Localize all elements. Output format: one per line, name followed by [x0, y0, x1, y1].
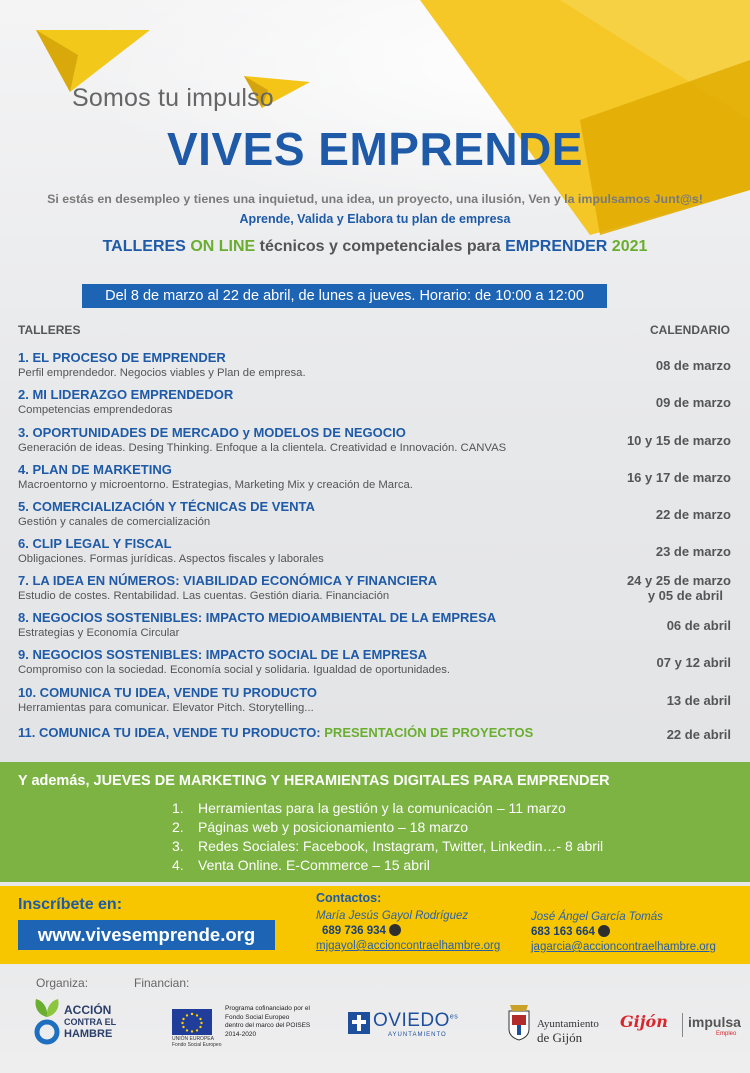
page-title: VIVES EMPRENDE	[167, 123, 583, 175]
workshop-row	[18, 610, 733, 639]
workshop-row	[18, 685, 733, 714]
talleres-desc: técnicos y competenciales para	[259, 238, 501, 255]
workshop-title: 5. COMERCIALIZACIÓN Y TÉCNICAS DE VENTA	[18, 499, 315, 514]
list-item	[172, 819, 603, 838]
list-text: Venta Online. E-Commerce – 15 abril	[198, 857, 430, 873]
accion-contra-el-hambre-logo	[64, 1004, 116, 1040]
workshop-row	[18, 499, 733, 528]
workshop-title: 2. MI LIDERAZGO EMPRENDEDOR	[18, 387, 234, 402]
oviedo-cross-icon	[348, 1012, 370, 1034]
schedule-banner: Del 8 de marzo al 22 de abril, de lunes a jueves. Horario: de 10:00 a 12:00	[82, 284, 607, 308]
gijon-ayto-line: de Gijón	[537, 1030, 583, 1045]
workshop-row	[18, 536, 733, 565]
fse-line: dentro del marco del POISES	[225, 1022, 311, 1029]
extra-section	[0, 762, 750, 882]
financian-label: Financian:	[134, 976, 190, 990]
whatsapp-icon	[389, 924, 401, 936]
column-header-talleres: TALLERES	[18, 323, 81, 337]
workshop-row	[18, 573, 733, 602]
contact-phone[interactable]: 683 163 664	[531, 926, 595, 938]
eu-caption-line: Fondo Social Europeo	[172, 1042, 222, 1048]
year: 2021	[611, 238, 648, 255]
list-text: Herramientas para la gestión y la comunicación – 11 marzo	[198, 800, 566, 816]
oviedo-word: OVIEDO	[373, 1010, 450, 1031]
workshop-desc: Perfil emprendedor. Negocios viables y Plan de empresa.	[18, 367, 306, 379]
talleres-headline	[0, 238, 750, 256]
workshop-date: 09 de marzo	[655, 395, 731, 410]
workshop-row	[18, 462, 733, 491]
workshop-desc: Gestión y canales de comercialización	[18, 516, 211, 528]
workshop-title: 7. LA IDEA EN NÚMEROS: VIABILIDAD ECONÓMICA Y FINANCIERA	[18, 573, 438, 588]
contact-phone[interactable]: 689 736 934	[322, 925, 386, 937]
workshop-desc: Competencias emprendedoras	[18, 404, 173, 416]
talleres-word: TALLERES	[102, 238, 186, 255]
workshop-title	[18, 725, 733, 740]
list-number: 4.	[172, 857, 184, 873]
logo-divider	[682, 1013, 683, 1037]
workshop-date-line: 24 y 25 de marzo	[626, 573, 731, 588]
contact-email-link[interactable]: jagarcia@accioncontraelhambre.org	[531, 941, 716, 953]
header-subtitle: Aprende, Valida y Elabora tu plan de empresa	[239, 212, 511, 226]
workshop-date: 08 de marzo	[655, 358, 731, 373]
header-intro: Si estás en desempleo y tienes una inquietud, una idea, un proyecto, una ilusión, Ven y la impulsamos Junt@s!	[47, 192, 703, 206]
extra-title: Y además, JUEVES DE MARKETING Y HERAMIENTAS DIGITALES PARA EMPRENDER	[18, 773, 610, 789]
workshop-title: 8. NEGOCIOS SOSTENIBLES: IMPACTO MEDIOAMBIENTAL DE LA EMPRESA	[18, 610, 497, 625]
workshop-row	[18, 387, 733, 416]
workshop-row	[18, 425, 733, 454]
fse-line: Programa cofinanciado por el	[225, 1005, 310, 1012]
workshop-title: 10. COMUNICA TU IDEA, VENDE TU PRODUCTO	[18, 685, 318, 700]
logo-line: ACCIÓN	[64, 1003, 112, 1017]
contacts-label: Contactos:	[316, 891, 382, 905]
workshop-date: 16 y 17 de marzo	[626, 470, 731, 485]
header-kicker: Somos tu impulso	[72, 84, 274, 112]
eu-caption	[172, 1036, 221, 1048]
workshop-date: 07 y 12 abril	[656, 655, 731, 670]
contact-card	[316, 909, 500, 954]
workshop-date: 10 y 15 de marzo	[626, 433, 731, 448]
gijon-ayto-line: Ayuntamiento	[537, 1018, 599, 1030]
list-item	[172, 800, 603, 819]
list-number: 1.	[172, 800, 184, 816]
fse-line: Fondo Social Europeo	[225, 1013, 290, 1021]
signup-section	[0, 886, 750, 964]
gijon-coat-of-arms-icon	[506, 1003, 532, 1041]
workshop-date: 22 de marzo	[655, 507, 731, 522]
workshop-title-extra: PRESENTACIÓN DE PROYECTOS	[324, 725, 534, 740]
signup-label: Inscríbete en:	[18, 896, 123, 913]
accion-contra-el-hambre-logo-icon	[32, 995, 62, 1047]
workshop-date: 23 de marzo	[655, 544, 731, 559]
fse-line: 2014-2020	[225, 1030, 257, 1038]
workshop-row	[18, 725, 733, 740]
impulsa-sub: Empleo	[716, 1031, 737, 1037]
list-item	[172, 857, 603, 876]
contact-card	[531, 910, 716, 955]
list-text: Redes Sociales: Facebook, Instagram, Twitter, Linkedin…- 8 abril	[198, 838, 604, 854]
oviedo-es: es	[449, 1013, 459, 1021]
contact-email-link[interactable]: mjgayol@accioncontraelhambre.org	[316, 940, 501, 952]
eu-flag-icon	[172, 1009, 212, 1035]
contact-name: José Ángel García Tomás	[531, 911, 663, 923]
workshop-date: 22 de abril	[666, 727, 731, 742]
list-text: Páginas web y posicionamiento – 18 marzo	[198, 819, 469, 835]
organiza-label: Organiza:	[36, 976, 89, 990]
online-word: ON LINE	[190, 238, 256, 255]
signup-url-link[interactable]: www.vivesemprende.org	[18, 920, 275, 950]
emprender-word: EMPRENDER	[505, 238, 608, 255]
oviedo-sub: AYUNTAMIENTO	[388, 1032, 447, 1038]
workshop-desc: Obligaciones. Formas jurídicas. Aspectos fiscales y laborales	[18, 553, 324, 565]
workshop-title: 9. NEGOCIOS SOSTENIBLES: IMPACTO SOCIAL DE LA EMPRESA	[18, 647, 428, 662]
workshop-desc: Estudio de costes. Rentabilidad. Las cuentas. Gestión diaria. Financiación	[18, 590, 390, 602]
workshop-title: 4. PLAN DE MARKETING	[18, 462, 172, 477]
workshop-title: 3. OPORTUNIDADES DE MERCADO y MODELOS DE NEGOCIO	[18, 425, 406, 440]
workshop-desc: Macroentorno y microentorno. Estrategias, Marketing Mix y creación de Marca.	[18, 479, 413, 491]
oviedo-logo	[373, 1010, 458, 1032]
contact-name: María Jesús Gayol Rodríguez	[316, 910, 469, 922]
list-number: 2.	[172, 819, 184, 835]
workshop-date: 13 de abril	[666, 693, 731, 708]
workshop-title: 1. EL PROCESO DE EMPRENDER	[18, 350, 226, 365]
workshop-row	[18, 350, 733, 379]
whatsapp-icon	[598, 925, 610, 937]
workshop-date-line: y 05 de abril	[647, 588, 723, 603]
workshop-date	[627, 573, 731, 603]
list-number: 3.	[172, 838, 184, 854]
gijon-ayuntamiento-logo	[537, 1018, 599, 1044]
workshop-title: 6. CLIP LEGAL Y FISCAL	[18, 536, 172, 551]
workshop-row	[18, 647, 733, 676]
extra-list	[172, 800, 603, 876]
eu-caption-line: UNIÓN EUROPEA	[172, 1036, 214, 1042]
workshop-desc: Compromiso con la sociedad. Economía social y solidaria. Igualdad de oportunidades.	[18, 664, 451, 676]
logo-line: HAMBRE	[64, 1028, 113, 1040]
fse-cofinanciado-text	[225, 1005, 310, 1039]
logo-line: CONTRA EL	[64, 1017, 117, 1027]
workshop-desc: Herramientas para comunicar. Elevator Pitch. Storytelling...	[18, 702, 314, 714]
workshop-title-main: 11. COMUNICA TU IDEA, VENDE TU PRODUCTO:	[18, 725, 321, 740]
workshop-date: 06 de abril	[666, 618, 731, 633]
workshop-desc: Generación de ideas. Desing Thinking. Enfoque a la clientela. Creatividad e Innovación. CANVAS	[18, 442, 507, 454]
column-header-calendario: CALENDARIO	[650, 323, 730, 337]
impulsa-logo: impulsa	[688, 1014, 741, 1030]
workshop-desc: Estrategias y Economía Circular	[18, 627, 180, 639]
gijon-script-logo: Gijón	[620, 1012, 668, 1031]
list-item	[172, 838, 603, 857]
